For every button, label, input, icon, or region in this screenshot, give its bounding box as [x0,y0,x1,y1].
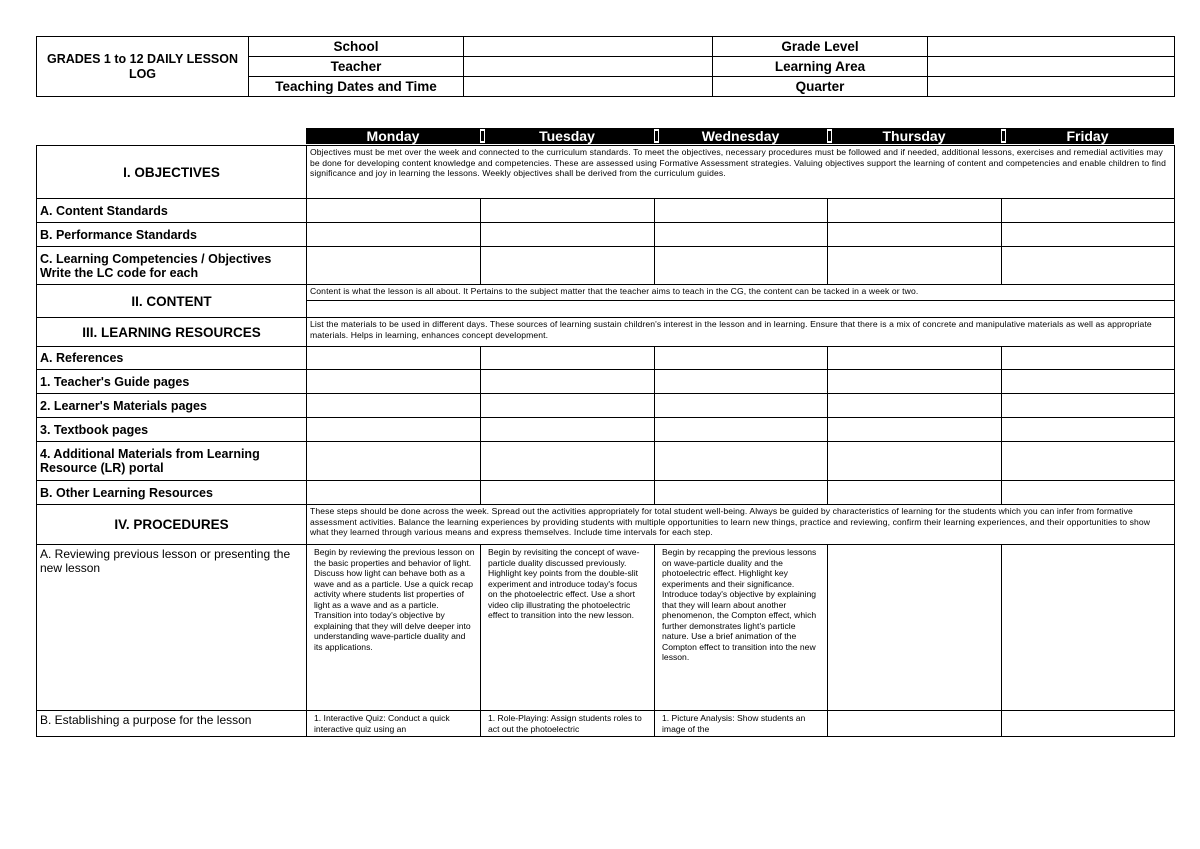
cell[interactable] [1002,394,1175,418]
learning-competencies-line1: C. Learning Competencies / Objectives [40,251,272,266]
cell[interactable] [1002,347,1175,370]
quarter-field[interactable] [928,77,1175,97]
cell[interactable] [1002,418,1175,442]
content-field[interactable] [307,301,1175,318]
textbook-pages-label: 3. Textbook pages [37,418,307,442]
cell[interactable] [1002,247,1175,285]
cell[interactable] [1002,481,1175,505]
lesson-log-table [36,145,1175,737]
procedure-a-label: A. Reviewing previous lesson or presenting the new lesson [37,545,307,711]
procedure-b-wednesday[interactable]: 1. Picture Analysis: Show students an image of the [655,711,828,737]
cell[interactable] [655,442,828,481]
procedure-a-tuesday[interactable]: Begin by revisiting the concept of wave-particle duality discussed previously. Highlight key points from the double-slit experiment and introduce today's focus on the photoelectric effect. Use a short video clip illustrating the photoelectric effect to transition into the new lesson. [481,545,655,711]
learning-competencies-line2: Write the LC code for each [40,265,199,280]
cell[interactable] [828,394,1002,418]
cell[interactable] [481,394,655,418]
cell[interactable] [481,223,655,247]
day-wednesday-label: Wednesday [701,128,780,144]
objectives-heading: I. OBJECTIVES [37,146,307,199]
cell[interactable] [307,442,481,481]
learning-area-label: Learning Area [713,57,928,77]
procedures-heading: IV. PROCEDURES [37,505,307,545]
day-tuesday [480,128,654,144]
content-heading: II. CONTENT [37,285,307,318]
cell[interactable] [655,223,828,247]
day-header-bar [306,128,1174,144]
cell[interactable] [828,442,1002,481]
cell[interactable] [481,199,655,223]
procedure-a-monday[interactable]: Begin by reviewing the previous lesson on the basic properties and behavior of light. Discuss how light can behave both as a wave and as a particle. Use a quick recap activity where students list properties of light as a wave and as a particle. Transition into today's objective by explaining that they will delve deeper into understanding wave-particle duality and its applications. [307,545,481,711]
day-tuesday-label: Tuesday [539,128,595,144]
additional-materials-line1: 4. Additional Materials from Learning [40,447,260,461]
cell[interactable] [307,347,481,370]
cell[interactable] [307,247,481,285]
column-separator [480,129,485,143]
school-field[interactable] [464,37,713,57]
teachers-guide-label: 1. Teacher's Guide pages [37,370,307,394]
procedure-b-monday[interactable]: 1. Interactive Quiz: Conduct a quick interactive quiz using an [307,711,481,737]
teacher-field[interactable] [464,57,713,77]
additional-materials-label [37,442,307,481]
cell[interactable] [655,199,828,223]
learning-area-field[interactable] [928,57,1175,77]
cell[interactable] [481,370,655,394]
grade-level-label: Grade Level [713,37,928,57]
column-separator [654,129,659,143]
cell[interactable] [655,247,828,285]
cell[interactable] [481,481,655,505]
cell[interactable] [1002,223,1175,247]
procedure-a-wednesday[interactable]: Begin by recapping the previous lessons on wave-particle duality and the photoelectric effect. Highlight key experiments and their significance. Introduce today's objective by explaining that they will learn about another phenomenon, the Compton effect, which further demonstrates light's particle nature. Use a brief animation of the Compton effect to transition into the new lesson. [655,545,828,711]
cell[interactable] [481,418,655,442]
cell[interactable] [481,347,655,370]
other-resources-label: B. Other Learning Resources [37,481,307,505]
day-thursday [827,128,1001,144]
procedure-b-label: B. Establishing a purpose for the lesson [37,711,307,737]
cell[interactable] [1002,370,1175,394]
objectives-note: Objectives must be met over the week and connected to the curriculum standards. To meet the objectives, necessary procedures must be followed and if needed, additional lessons, exercises and remedial activities may be done for developing content knowledge and competencies. These are assessed using Formative Assessment strategies. Valuing objectives support the learning of content and competencies and enable children to find significance and joy in learning the lessons. Weekly objectives shall be derived from the curriculum guides. [307,146,1175,199]
cell[interactable] [307,199,481,223]
day-thursday-label: Thursday [882,128,946,144]
cell[interactable] [828,247,1002,285]
additional-materials-line2: Resource (LR) portal [40,461,164,475]
cell[interactable] [307,394,481,418]
content-standards-label: A. Content Standards [37,199,307,223]
learning-resources-note: List the materials to be used in different days. These sources of learning sustain children's interest in the lesson and in learning. Ensure that there is a mix of concrete and manipulative materials as well as appropriate materials. Helps in learning, enhances concept development. [307,318,1175,347]
cell[interactable] [828,418,1002,442]
day-monday: Monday [306,128,480,144]
teaching-dates-label: Teaching Dates and Time [249,77,464,97]
cell[interactable] [828,223,1002,247]
learning-competencies-label [37,247,307,285]
day-friday [1001,128,1174,144]
cell[interactable] [655,418,828,442]
quarter-label: Quarter [713,77,928,97]
cell[interactable] [1002,442,1175,481]
procedure-a-thursday[interactable] [828,545,1002,711]
procedure-b-friday[interactable] [1002,711,1175,737]
cell[interactable] [828,481,1002,505]
cell[interactable] [655,347,828,370]
cell[interactable] [1002,199,1175,223]
procedure-b-tuesday[interactable]: 1. Role-Playing: Assign students roles to act out the photoelectric [481,711,655,737]
column-separator [827,129,832,143]
procedures-note: These steps should be done across the week. Spread out the activities appropriately for total student well-being. Always be guided by characteristics of learning for the students which you can infer from formative assessment activities. Balance the learning experiences by providing students with multiple opportunities to learn new things, practice and reviewing, confirm their learning experiences, and their opportunities to show what they learned through various means and express themselves. Include time intervals for each step. [307,505,1175,545]
performance-standards-label: B. Performance Standards [37,223,307,247]
content-note: Content is what the lesson is all about. It Pertains to the subject matter that the teacher aims to teach in the CG, the content can be tacked in a week or two. [307,285,1175,301]
cell[interactable] [655,370,828,394]
cell[interactable] [307,418,481,442]
cell[interactable] [655,481,828,505]
cell[interactable] [828,370,1002,394]
learning-resources-heading: III. LEARNING RESOURCES [37,318,307,347]
teacher-label: Teacher [249,57,464,77]
day-wednesday [654,128,827,144]
teaching-dates-field[interactable] [464,77,713,97]
cell[interactable] [307,223,481,247]
header-table [36,36,1175,97]
cell[interactable] [828,199,1002,223]
cell[interactable] [481,247,655,285]
procedure-b-thursday[interactable] [828,711,1002,737]
references-label: A. References [37,347,307,370]
column-separator [1001,129,1006,143]
log-title: GRADES 1 to 12 DAILY LESSON LOG [37,37,249,97]
procedure-a-friday[interactable] [1002,545,1175,711]
cell[interactable] [307,370,481,394]
learners-materials-label: 2. Learner's Materials pages [37,394,307,418]
cell[interactable] [828,347,1002,370]
cell[interactable] [655,394,828,418]
school-label: School [249,37,464,57]
day-friday-label: Friday [1066,128,1109,144]
cell[interactable] [481,442,655,481]
cell[interactable] [307,481,481,505]
grade-level-field[interactable] [928,37,1175,57]
